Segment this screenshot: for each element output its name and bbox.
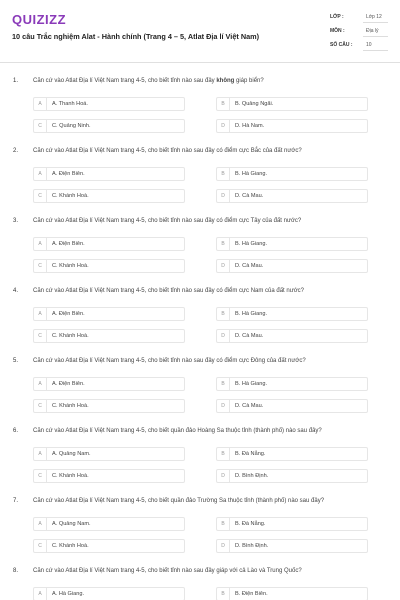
option-d[interactable] (216, 329, 368, 343)
option-text: B. Quảng Ngãi. (235, 101, 274, 107)
option-b[interactable] (216, 447, 368, 461)
question-number: 7. (13, 498, 19, 504)
option-text: D. Cà Mau. (235, 403, 264, 409)
option-a[interactable] (33, 447, 185, 461)
option-a[interactable] (33, 377, 185, 391)
option-letter: D (217, 330, 230, 342)
option-text: B. Hà Giang. (235, 241, 268, 247)
option-letter: D (217, 190, 230, 202)
option-letter: A (34, 308, 47, 320)
question-text: Căn cứ vào Atlat Địa lí Việt Nam trang 4-5, cho biết tỉnh nào sau đây không giáp biển? (33, 78, 264, 84)
option-text: D. Cà Mau. (235, 333, 264, 339)
option-text: B. Hà Giang. (235, 311, 268, 317)
option-text: B. Đà Nẵng. (235, 521, 266, 527)
question-number: 1. (13, 78, 19, 84)
option-c[interactable] (33, 329, 185, 343)
question-text: Căn cứ vào Atlat Địa lí Việt Nam trang 4-5, cho biết tỉnh nào sau đây có điểm cực Đông của đất nước? (33, 358, 306, 364)
worksheet-header (0, 0, 400, 63)
option-b[interactable] (216, 517, 368, 531)
option-c[interactable] (33, 259, 185, 273)
option-c[interactable] (33, 399, 185, 413)
option-text: C. Khánh Hoà. (52, 333, 89, 339)
meta-underline (363, 36, 388, 37)
question-text: Căn cứ vào Atlat Địa lí Việt Nam trang 4-5, cho biết tỉnh nào sau đây có điểm cực Tây của đất nước? (33, 218, 302, 224)
option-text: D. Bình Định. (235, 543, 269, 549)
option-b[interactable] (216, 377, 368, 391)
option-letter: A (34, 518, 47, 530)
option-text: C. Khánh Hoà. (52, 263, 89, 269)
option-text: D. Bình Định. (235, 473, 269, 479)
option-letter: A (34, 378, 47, 390)
option-letter: C (34, 540, 47, 552)
option-letter: C (34, 120, 47, 132)
quizizz-logo: QUIZIZZ (12, 12, 67, 27)
option-text: B. Hà Giang. (235, 171, 268, 177)
question-number: 2. (13, 148, 19, 154)
option-letter: B (217, 238, 230, 250)
question-3 (0, 218, 400, 288)
option-a[interactable] (33, 97, 185, 111)
option-text: B. Đà Nẵng. (235, 451, 266, 457)
option-letter: D (217, 120, 230, 132)
option-a[interactable] (33, 307, 185, 321)
option-c[interactable] (33, 469, 185, 483)
option-letter: A (34, 168, 47, 180)
question-6 (0, 428, 400, 498)
option-letter: A (34, 98, 47, 110)
meta-underline (363, 22, 388, 23)
question-number: 5. (13, 358, 19, 364)
option-a[interactable] (33, 167, 185, 181)
question-text: Căn cứ vào Atlat Địa lí Việt Nam trang 4-5, cho biết tỉnh nào sau đây có điểm cực Bắc của đất nước? (33, 148, 302, 154)
option-text: C. Quảng Ninh. (52, 123, 91, 129)
question-text: Căn cứ vào Atlat Địa lí Việt Nam trang 4-5, cho biết tỉnh nào sau đây có điểm cực Nam của đất nước? (33, 288, 305, 294)
option-b[interactable] (216, 97, 368, 111)
option-letter: B (217, 588, 230, 600)
option-letter: B (217, 518, 230, 530)
option-letter: C (34, 190, 47, 202)
option-letter: B (217, 168, 230, 180)
option-text: C. Khánh Hoà. (52, 193, 89, 199)
option-d[interactable] (216, 399, 368, 413)
option-letter: A (34, 448, 47, 460)
meta-row-subject (330, 28, 388, 42)
meta-label: MÔN : (330, 28, 345, 34)
option-text: D. Cà Mau. (235, 193, 264, 199)
option-letter: B (217, 98, 230, 110)
option-c[interactable] (33, 539, 185, 553)
option-text: D. Hà Nam. (235, 123, 265, 129)
option-letter: B (217, 448, 230, 460)
option-text: C. Khánh Hoà. (52, 403, 89, 409)
option-text: D. Cà Mau. (235, 263, 264, 269)
meta-value: 10 (366, 42, 372, 48)
option-b[interactable] (216, 237, 368, 251)
option-text: A. Điện Biên. (52, 311, 85, 317)
option-letter: A (34, 238, 47, 250)
option-b[interactable] (216, 167, 368, 181)
option-letter: A (34, 588, 47, 600)
option-b[interactable] (216, 587, 368, 600)
meta-value: Địa lý (366, 28, 379, 34)
option-d[interactable] (216, 259, 368, 273)
question-8 (0, 568, 400, 600)
question-emphasis: không (216, 78, 235, 84)
option-text: C. Khánh Hoà. (52, 473, 89, 479)
meta-label: LỚP : (330, 14, 344, 20)
meta-row-class (330, 14, 388, 28)
option-letter: C (34, 400, 47, 412)
option-a[interactable] (33, 237, 185, 251)
option-letter: D (217, 540, 230, 552)
option-letter: C (34, 260, 47, 272)
option-text: A. Điện Biên. (52, 381, 85, 387)
option-c[interactable] (33, 189, 185, 203)
option-text: B. Hà Giang. (235, 381, 268, 387)
option-text: A. Quảng Nam. (52, 521, 91, 527)
option-text: A. Điện Biên. (52, 241, 85, 247)
option-letter: B (217, 308, 230, 320)
question-text: Căn cứ vào Atlat Địa lí Việt Nam trang 4-5, cho biết tỉnh nào sau đây giáp với cả Lào và Trung Quốc? (33, 568, 302, 574)
worksheet-meta (330, 14, 388, 56)
option-d[interactable] (216, 469, 368, 483)
question-4 (0, 288, 400, 358)
question-number: 3. (13, 218, 19, 224)
option-text: A. Thanh Hoá. (52, 101, 88, 107)
meta-row-count (330, 42, 388, 56)
option-d[interactable] (216, 119, 368, 133)
option-c[interactable] (33, 119, 185, 133)
meta-underline (363, 50, 388, 51)
option-a[interactable] (33, 517, 185, 531)
option-text: A. Quảng Nam. (52, 451, 91, 457)
question-number: 8. (13, 568, 19, 574)
option-letter: D (217, 400, 230, 412)
question-5 (0, 358, 400, 428)
option-d[interactable] (216, 539, 368, 553)
option-text: A. Điện Biên. (52, 171, 85, 177)
meta-label: SỐ CÂU : (330, 42, 353, 48)
option-letter: D (217, 260, 230, 272)
option-d[interactable] (216, 189, 368, 203)
option-text: B. Điện Biên. (235, 591, 268, 597)
question-number: 4. (13, 288, 19, 294)
question-2 (0, 148, 400, 218)
meta-value: Lớp 12 (366, 14, 382, 20)
question-text: Căn cứ vào Atlat Địa lí Việt Nam trang 4-5, cho biết quần đảo Trường Sa thuộc tỉnh (thành phố) nào sau đây? (33, 498, 325, 504)
question-1 (0, 78, 400, 148)
option-a[interactable] (33, 587, 185, 600)
worksheet-title: 10 câu Trắc nghiệm Alat - Hành chính (Trang 4 – 5, Atlat Địa lí Việt Nam) (12, 32, 260, 41)
option-b[interactable] (216, 307, 368, 321)
question-list (0, 78, 400, 600)
option-letter: C (34, 330, 47, 342)
option-text: C. Khánh Hoà. (52, 543, 89, 549)
question-7 (0, 498, 400, 568)
option-text: A. Hà Giang. (52, 591, 85, 597)
option-letter: C (34, 470, 47, 482)
question-number: 6. (13, 428, 19, 434)
option-letter: D (217, 470, 230, 482)
question-text: Căn cứ vào Atlat Địa lí Việt Nam trang 4-5, cho biết quần đảo Hoàng Sa thuộc tỉnh (thành phố) nào sau đây? (33, 428, 322, 434)
option-letter: B (217, 378, 230, 390)
